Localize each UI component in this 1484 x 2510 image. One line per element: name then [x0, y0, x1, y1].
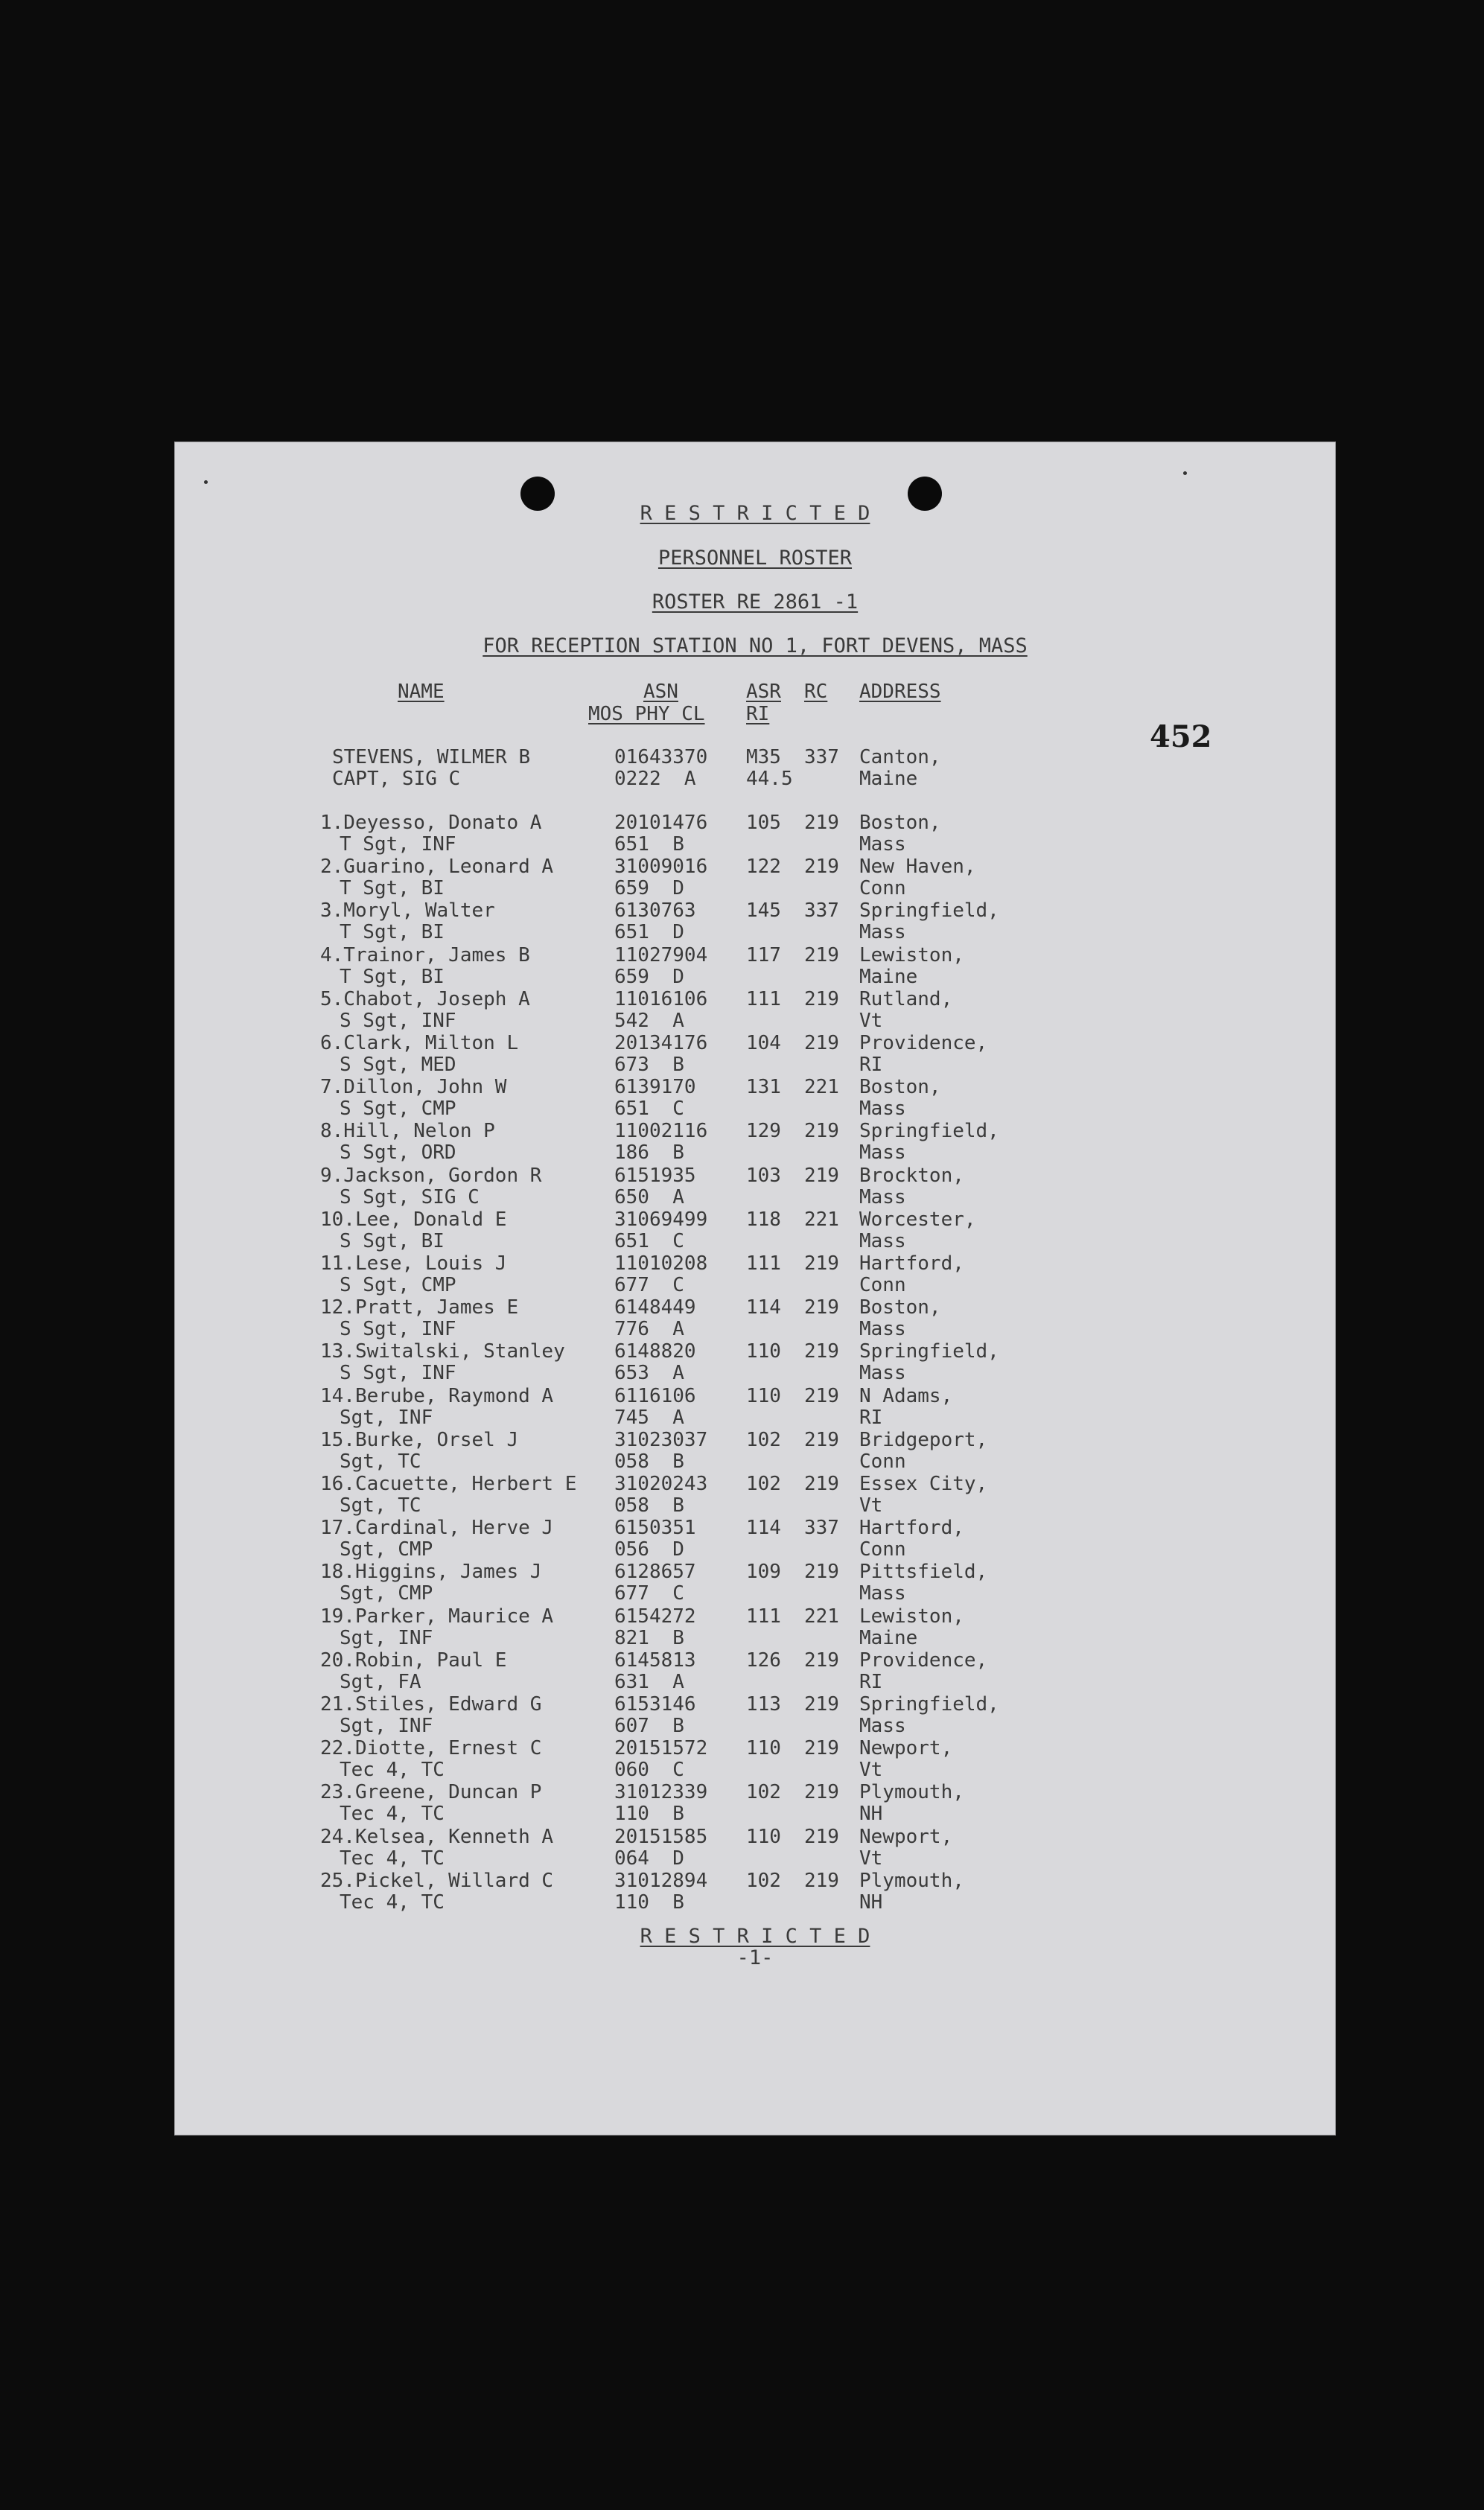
roster-rc: 219	[804, 1252, 839, 1275]
officer-asr: M35	[746, 746, 781, 768]
roster-mos-phy-cl: 651 C	[614, 1098, 684, 1121]
roster-address-city: Providence,	[859, 1032, 988, 1054]
roster-rc: 219	[804, 987, 839, 1010]
roster-mos-phy-cl: 651 B	[614, 833, 684, 856]
roster-name: 24.Kelsea, Kenneth A	[320, 1825, 554, 1848]
roster-name: 13.Switalski, Stanley	[320, 1340, 565, 1363]
roster-rc: 219	[804, 1825, 839, 1848]
roster-asr: 114	[746, 1296, 781, 1319]
roster-mos-phy-cl: 060 C	[614, 1759, 684, 1782]
roster-asr: 110	[746, 1825, 781, 1848]
roster-rank: Tec 4, TC	[340, 1847, 445, 1870]
officer-asn: 01643370	[614, 746, 708, 768]
roster-rc: 219	[804, 1781, 839, 1804]
roster-rank: Tec 4, TC	[340, 1803, 445, 1826]
roster-asn: 6116106	[614, 1384, 696, 1407]
roster-asn: 6151935	[614, 1164, 696, 1187]
roster-mos-phy-cl: 542 A	[614, 1009, 684, 1032]
column-header-rc: RC	[804, 681, 828, 703]
roster-asr: 111	[746, 987, 781, 1010]
roster-address-state: Mass	[859, 1715, 906, 1737]
roster-asn: 6148820	[614, 1340, 696, 1363]
roster-address-state: Vt	[859, 1847, 883, 1870]
officer-rc: 337	[804, 746, 839, 768]
roster-rc: 337	[804, 899, 839, 923]
roster-address-state: RI	[859, 1054, 883, 1076]
roster-rc: 219	[804, 1737, 839, 1760]
station-line: FOR RECEPTION STATION NO 1, FORT DEVENS, MASS	[483, 634, 1028, 657]
roster-rank: Sgt, INF	[340, 1406, 433, 1429]
roster-name: 17.Cardinal, Herve J	[320, 1517, 554, 1540]
roster-rank: T Sgt, BI	[340, 965, 445, 988]
roster-asn: 11002116	[614, 1120, 708, 1143]
roster-rank: S Sgt, ORD	[340, 1141, 456, 1165]
roster-rc: 221	[804, 1605, 839, 1628]
roster-mos-phy-cl: 631 A	[614, 1670, 684, 1693]
roster-asn: 31020243	[614, 1473, 708, 1495]
roster-rank: Sgt, INF	[340, 1626, 433, 1649]
roster-asn: 6148449	[614, 1296, 696, 1319]
roster-asn: 6154272	[614, 1605, 696, 1628]
roster-asr: 110	[746, 1340, 781, 1363]
roster-name: 19.Parker, Maurice A	[320, 1605, 554, 1628]
roster-asr: 102	[746, 1781, 781, 1804]
roster-address-city: Essex City,	[859, 1473, 988, 1495]
roster-address-city: New Haven,	[859, 856, 976, 879]
roster-name: 23.Greene, Duncan P	[320, 1781, 542, 1804]
roster-asr: 122	[746, 856, 781, 879]
roster-asr: 118	[746, 1208, 781, 1231]
roster-asn: 31012339	[614, 1781, 708, 1804]
roster-mos-phy-cl: 058 B	[614, 1494, 684, 1517]
roster-mos-phy-cl: 056 D	[614, 1538, 684, 1561]
roster-rank: S Sgt, INF	[340, 1362, 456, 1385]
roster-rank: Tec 4, TC	[340, 1891, 445, 1914]
roster-address-state: Mass	[859, 1185, 906, 1208]
roster-rc: 219	[804, 1032, 839, 1054]
roster-address-city: Plymouth,	[859, 1869, 964, 1892]
roster-address-city: Pittsfield,	[859, 1561, 988, 1584]
page-number-stamp: 452	[1150, 719, 1212, 754]
roster-asn: 6130763	[614, 899, 696, 923]
roster-rank: S Sgt, MED	[340, 1054, 456, 1076]
roster-name: 20.Robin, Paul E	[320, 1649, 507, 1672]
roster-name: 16.Cacuette, Herbert E	[320, 1473, 577, 1495]
roster-address-city: Newport,	[859, 1737, 953, 1760]
officer-rank: CAPT, SIG C	[332, 768, 461, 790]
roster-address-state: Mass	[859, 921, 906, 944]
roster-address-city: Boston,	[859, 812, 941, 834]
roster-asn: 6150351	[614, 1517, 696, 1540]
roster-address-state: Mass	[859, 1098, 906, 1121]
restricted-header: R E S T R I C T E D	[640, 502, 870, 525]
officer-name: STEVENS, WILMER B	[332, 746, 531, 768]
roster-address-state: Conn	[859, 1450, 906, 1473]
roster-mos-phy-cl: 659 D	[614, 965, 684, 988]
speck	[204, 480, 208, 484]
roster-asn: 6139170	[614, 1076, 696, 1099]
roster-mos-phy-cl: 110 B	[614, 1891, 684, 1914]
roster-address-state: Vt	[859, 1494, 883, 1517]
roster-mos-phy-cl: 064 D	[614, 1847, 684, 1870]
roster-mos-phy-cl: 651 C	[614, 1229, 684, 1252]
roster-rc: 221	[804, 1208, 839, 1231]
roster-asr: 102	[746, 1428, 781, 1451]
roster-address-state: Mass	[859, 1141, 906, 1165]
roster-rc: 219	[804, 1869, 839, 1892]
roster-address-city: Springfield,	[859, 1120, 999, 1143]
roster-rc: 219	[804, 1340, 839, 1363]
roster-address-state: NH	[859, 1803, 883, 1826]
roster-asr: 111	[746, 1252, 781, 1275]
roster-name: 3.Moryl, Walter	[320, 899, 495, 923]
officer-address-state: Maine	[859, 768, 918, 790]
roster-mos-phy-cl: 776 A	[614, 1318, 684, 1341]
document-title: PERSONNEL ROSTER	[657, 547, 853, 570]
officer-address-city: Canton,	[859, 746, 941, 768]
roster-address-state: Mass	[859, 833, 906, 856]
roster-address-state: Vt	[859, 1759, 883, 1782]
roster-asn: 11027904	[614, 943, 708, 966]
roster-name: 2.Guarino, Leonard A	[320, 856, 554, 879]
roster-address-city: Hartford,	[859, 1252, 964, 1275]
roster-mos-phy-cl: 677 C	[614, 1274, 684, 1296]
roster-name: 6.Clark, Milton L	[320, 1032, 519, 1054]
roster-asn: 20151585	[614, 1825, 708, 1848]
page-footer-number: -1-	[736, 1946, 774, 1969]
roster-address-city: Hartford,	[859, 1517, 964, 1540]
roster-mos-phy-cl: 607 B	[614, 1715, 684, 1737]
roster-page	[174, 442, 1336, 2135]
roster-asr: 105	[746, 812, 781, 834]
roster-rank: Sgt, TC	[340, 1450, 421, 1473]
roster-rank: T Sgt, BI	[340, 921, 445, 944]
roster-asr: 131	[746, 1076, 781, 1099]
roster-mos-phy-cl: 745 A	[614, 1406, 684, 1429]
roster-rc: 219	[804, 856, 839, 879]
roster-address-city: Boston,	[859, 1296, 941, 1319]
roster-rc: 219	[804, 1384, 839, 1407]
roster-asn: 6128657	[614, 1561, 696, 1584]
roster-rank: S Sgt, BI	[340, 1229, 445, 1252]
roster-mos-phy-cl: 651 D	[614, 921, 684, 944]
roster-address-city: Worcester,	[859, 1208, 976, 1231]
roster-address-state: NH	[859, 1891, 883, 1914]
roster-name: 12.Pratt, James E	[320, 1296, 519, 1319]
roster-address-city: Springfield,	[859, 1340, 999, 1363]
roster-rank: Sgt, INF	[340, 1715, 433, 1737]
roster-asr: 129	[746, 1120, 781, 1143]
column-header-asr: ASR	[746, 681, 781, 703]
roster-asr: 103	[746, 1164, 781, 1187]
roster-rc: 219	[804, 1120, 839, 1143]
roster-mos-phy-cl: 058 B	[614, 1450, 684, 1473]
roster-asr: 113	[746, 1693, 781, 1716]
roster-asn: 11010208	[614, 1252, 708, 1275]
roster-mos-phy-cl: 659 D	[614, 877, 684, 900]
roster-address-city: Springfield,	[859, 899, 999, 923]
roster-mos-phy-cl: 821 B	[614, 1626, 684, 1649]
roster-name: 5.Chabot, Joseph A	[320, 987, 530, 1010]
roster-rank: Sgt, CMP	[340, 1582, 433, 1605]
roster-name: 7.Dillon, John W	[320, 1076, 507, 1099]
roster-address-state: Conn	[859, 1538, 906, 1561]
roster-rank: S Sgt, CMP	[340, 1274, 456, 1296]
roster-address-city: Plymouth,	[859, 1781, 964, 1804]
roster-asr: 126	[746, 1649, 781, 1672]
restricted-footer: R E S T R I C T E D	[640, 1925, 870, 1948]
officer-ri: 44.5	[746, 768, 793, 790]
roster-name: 4.Trainor, James B	[320, 943, 530, 966]
roster-asr: 117	[746, 943, 781, 966]
roster-address-city: Newport,	[859, 1825, 953, 1848]
roster-rc: 219	[804, 812, 839, 834]
column-header-name: NAME	[398, 681, 445, 703]
roster-asr: 104	[746, 1032, 781, 1054]
column-header-asn: ASN	[643, 681, 678, 703]
roster-address-city: Lewiston,	[859, 1605, 964, 1628]
speck	[1183, 471, 1187, 475]
roster-asn: 6145813	[614, 1649, 696, 1672]
roster-name: 8.Hill, Nelon P	[320, 1120, 495, 1143]
roster-address-state: Mass	[859, 1229, 906, 1252]
roster-name: 9.Jackson, Gordon R	[320, 1164, 542, 1187]
roster-address-state: Mass	[859, 1582, 906, 1605]
roster-asr: 110	[746, 1737, 781, 1760]
column-header-ri: RI	[746, 703, 770, 725]
roster-asn: 11016106	[614, 987, 708, 1010]
roster-address-state: Conn	[859, 1274, 906, 1296]
roster-rank: S Sgt, INF	[340, 1318, 456, 1341]
roster-asn: 31023037	[614, 1428, 708, 1451]
roster-address-city: Boston,	[859, 1076, 941, 1099]
roster-name: 21.Stiles, Edward G	[320, 1693, 542, 1716]
roster-rc: 219	[804, 1473, 839, 1495]
roster-asr: 114	[746, 1517, 781, 1540]
roster-address-state: Vt	[859, 1009, 883, 1032]
roster-number: ROSTER RE 2861 -1	[652, 590, 859, 614]
roster-rank: S Sgt, SIG C	[340, 1185, 480, 1208]
roster-asn: 31012894	[614, 1869, 708, 1892]
roster-asr: 145	[746, 899, 781, 923]
roster-asn: 20101476	[614, 812, 708, 834]
roster-rank: Tec 4, TC	[340, 1759, 445, 1782]
roster-address-city: N Adams,	[859, 1384, 953, 1407]
roster-rank: T Sgt, BI	[340, 877, 445, 900]
roster-rc: 219	[804, 1561, 839, 1584]
roster-asn: 20134176	[614, 1032, 708, 1054]
roster-address-state: RI	[859, 1406, 883, 1429]
roster-asr: 102	[746, 1869, 781, 1892]
roster-rank: S Sgt, CMP	[340, 1098, 456, 1121]
roster-rank: Sgt, FA	[340, 1670, 421, 1693]
roster-rank: T Sgt, INF	[340, 833, 456, 856]
roster-rc: 219	[804, 1296, 839, 1319]
roster-address-city: Bridgeport,	[859, 1428, 988, 1451]
roster-address-city: Providence,	[859, 1649, 988, 1672]
roster-address-state: Maine	[859, 1626, 918, 1649]
roster-name: 15.Burke, Orsel J	[320, 1428, 519, 1451]
roster-rc: 221	[804, 1076, 839, 1099]
roster-rc: 219	[804, 1164, 839, 1187]
roster-mos-phy-cl: 650 A	[614, 1185, 684, 1208]
roster-rank: Sgt, TC	[340, 1494, 421, 1517]
roster-name: 1.Deyesso, Donato A	[320, 812, 542, 834]
roster-asr: 110	[746, 1384, 781, 1407]
roster-asn: 6153146	[614, 1693, 696, 1716]
roster-rc: 219	[804, 1693, 839, 1716]
roster-address-city: Rutland,	[859, 987, 953, 1010]
roster-name: 22.Diotte, Ernest C	[320, 1737, 542, 1760]
roster-mos-phy-cl: 653 A	[614, 1362, 684, 1385]
roster-asn: 31069499	[614, 1208, 708, 1231]
column-header-address: ADDRESS	[859, 681, 941, 703]
roster-asn: 20151572	[614, 1737, 708, 1760]
roster-asr: 111	[746, 1605, 781, 1628]
roster-address-state: Mass	[859, 1362, 906, 1385]
roster-address-state: RI	[859, 1670, 883, 1693]
roster-rank: Sgt, CMP	[340, 1538, 433, 1561]
roster-mos-phy-cl: 673 B	[614, 1054, 684, 1076]
roster-asn: 31009016	[614, 856, 708, 879]
column-header-mos: MOS PHY CL	[588, 703, 705, 725]
roster-asr: 102	[746, 1473, 781, 1495]
roster-name: 18.Higgins, James J	[320, 1561, 542, 1584]
roster-rc: 219	[804, 1649, 839, 1672]
roster-address-state: Conn	[859, 877, 906, 900]
roster-name: 25.Pickel, Willard C	[320, 1869, 554, 1892]
officer-mos: 0222 A	[614, 768, 696, 790]
roster-rank: S Sgt, INF	[340, 1009, 456, 1032]
roster-mos-phy-cl: 677 C	[614, 1582, 684, 1605]
roster-address-city: Lewiston,	[859, 943, 964, 966]
roster-name: 10.Lee, Donald E	[320, 1208, 507, 1231]
roster-name: 14.Berube, Raymond A	[320, 1384, 554, 1407]
roster-rc: 219	[804, 943, 839, 966]
roster-mos-phy-cl: 110 B	[614, 1803, 684, 1826]
roster-rc: 337	[804, 1517, 839, 1540]
roster-mos-phy-cl: 186 B	[614, 1141, 684, 1165]
roster-asr: 109	[746, 1561, 781, 1584]
roster-address-city: Springfield,	[859, 1693, 999, 1716]
roster-rc: 219	[804, 1428, 839, 1451]
roster-address-state: Maine	[859, 965, 918, 988]
roster-address-city: Brockton,	[859, 1164, 964, 1187]
roster-name: 11.Lese, Louis J	[320, 1252, 507, 1275]
roster-address-state: Mass	[859, 1318, 906, 1341]
